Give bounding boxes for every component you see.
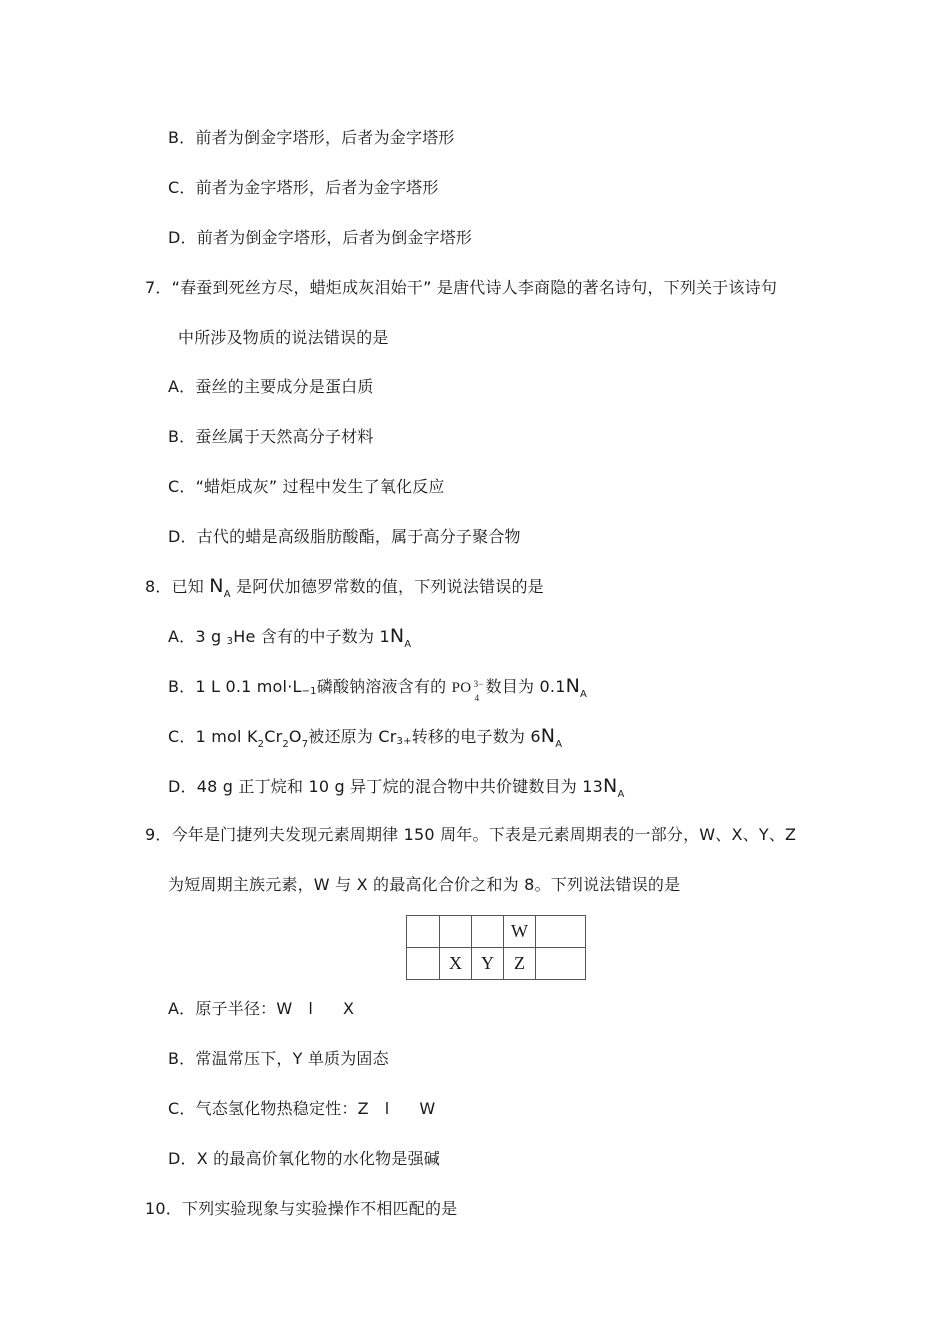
- q8-a-prefix: A．3 g: [168, 627, 222, 646]
- q10-stem: 10．下列实验现象与实验操作不相匹配的是: [145, 1199, 458, 1218]
- q8-c-cr: Cr: [264, 727, 283, 746]
- q8-d-n: N: [603, 775, 618, 797]
- periodic-table-cell: [407, 916, 440, 948]
- q8-a-n: N: [389, 625, 405, 647]
- q8-d-prefix: D．48 g 正丁烷和 10 g 异丁烷的混合物中共价键数目为 13: [168, 777, 604, 796]
- q6-option-d: D．前者为倒金字塔形，后者为倒金字塔形: [168, 228, 473, 247]
- q6-option-b: B．前者为倒金字塔形，后者为金字塔形: [168, 128, 455, 147]
- q7-option-c: C．“蜡炬成灰” 过程中发生了氧化反应: [168, 477, 445, 496]
- periodic-table-cell: [407, 948, 440, 980]
- q8-option-d: [168, 775, 625, 801]
- phosphate-po: PO: [451, 680, 472, 696]
- q9-option-a: [168, 998, 354, 1020]
- q9-c-comparison-mark: l: [384, 1099, 390, 1118]
- q9-c-prefix: C．气态氢化物热稳定性：Z: [168, 1099, 369, 1118]
- q8-c-o: O: [288, 727, 302, 746]
- q9-option-b: B．常温常压下，Y 单质为固态: [168, 1049, 389, 1068]
- q6-option-c: C．前者为金字塔形，后者为金字塔形: [168, 178, 439, 197]
- q8-c-o-sub: 7: [301, 739, 309, 750]
- q9-option-c: [168, 1098, 435, 1120]
- periodic-table-cell-w: W: [504, 916, 536, 948]
- periodic-table-cell: [536, 916, 586, 948]
- q8-stem-suffix: 是阿伏加德罗常数的值，下列说法错误的是: [236, 577, 544, 596]
- periodic-table-cell: [472, 916, 504, 948]
- q8-c-k-sub: 2: [257, 739, 265, 750]
- periodic-table-row: [407, 948, 586, 980]
- q8-c-charge: 3+: [396, 736, 412, 747]
- periodic-table-cell: [536, 948, 586, 980]
- phosphate-charge: 3−: [473, 679, 484, 689]
- q8-b-n-sub: A: [580, 689, 588, 700]
- periodic-table-row: [407, 916, 586, 948]
- q7-option-d: D．古代的蜡是高级脂肪酸酯，属于高分子聚合物: [168, 527, 521, 546]
- q8-a-mid: He 含有的中子数为 1: [233, 627, 390, 646]
- q8-b-unit-sup: −1: [301, 686, 317, 697]
- q8-b-post: 数目为 0.1: [485, 677, 566, 696]
- phosphate-ion-formula: [451, 675, 486, 703]
- q9-stem-line2: 为短周期主族元素，W 与 X 的最高化合价之和为 8。下列说法错误的是: [168, 875, 681, 894]
- q8-c-n-sub: A: [555, 739, 563, 750]
- q8-b-n: N: [565, 675, 581, 697]
- q8-stem: [145, 575, 544, 601]
- q9-a-suffix: X: [343, 999, 355, 1018]
- q9-c-suffix: W: [419, 1099, 436, 1118]
- q9-a-prefix: A．原子半径：W: [168, 999, 293, 1018]
- periodic-table-fragment: [406, 915, 586, 980]
- q8-c-n: N: [540, 725, 556, 747]
- q7-stem-line2: 中所涉及物质的说法错误的是: [178, 328, 389, 347]
- q8-b-prefix: B．1 L 0.1 mol·L: [168, 677, 302, 696]
- q8-c-post: 转移的电子数为 6: [411, 727, 541, 746]
- q8-a-n-sub: A: [404, 639, 412, 650]
- q8-c-prefix: C．1 mol K: [168, 727, 258, 746]
- q8-c-mid: 被还原为 Cr: [308, 727, 397, 746]
- periodic-table-cell-z: Z: [504, 948, 536, 980]
- q8-stem-prefix: 8．已知: [145, 577, 204, 596]
- q9-stem-line1: 9．今年是门捷列夫发现元素周期律 150 周年。下表是元素周期表的一部分，W、X、Y、Z: [145, 825, 797, 844]
- q8-d-n-sub: A: [617, 789, 625, 800]
- q8-a-isotope-sup: 3: [226, 636, 234, 647]
- q8-stem-n-sub: A: [223, 589, 231, 600]
- q9-a-comparison-mark: l: [308, 999, 314, 1018]
- periodic-table-cell-x: X: [440, 948, 472, 980]
- q7-stem-line1: 7．“春蚕到死丝方尽，蜡炬成灰泪始干” 是唐代诗人李商隐的著名诗句，下列关于该诗句: [145, 278, 778, 297]
- q8-option-a: [168, 625, 411, 651]
- periodic-table-cell: [440, 916, 472, 948]
- periodic-table-cell-y: Y: [472, 948, 504, 980]
- q8-option-c: [168, 725, 562, 751]
- q9-option-d: D．X 的最高价氧化物的水化物是强碱: [168, 1149, 440, 1168]
- q8-b-mid: 磷酸钠溶液含有的: [316, 677, 447, 696]
- q7-option-b: B．蚕丝属于天然高分子材料: [168, 427, 374, 446]
- phosphate-subscript: 4: [474, 693, 480, 703]
- q8-stem-n: N: [209, 575, 224, 597]
- q8-option-b: [168, 675, 587, 701]
- q7-option-a: A．蚕丝的主要成分是蛋白质: [168, 377, 374, 396]
- q8-c-cr-sub: 2: [282, 739, 289, 750]
